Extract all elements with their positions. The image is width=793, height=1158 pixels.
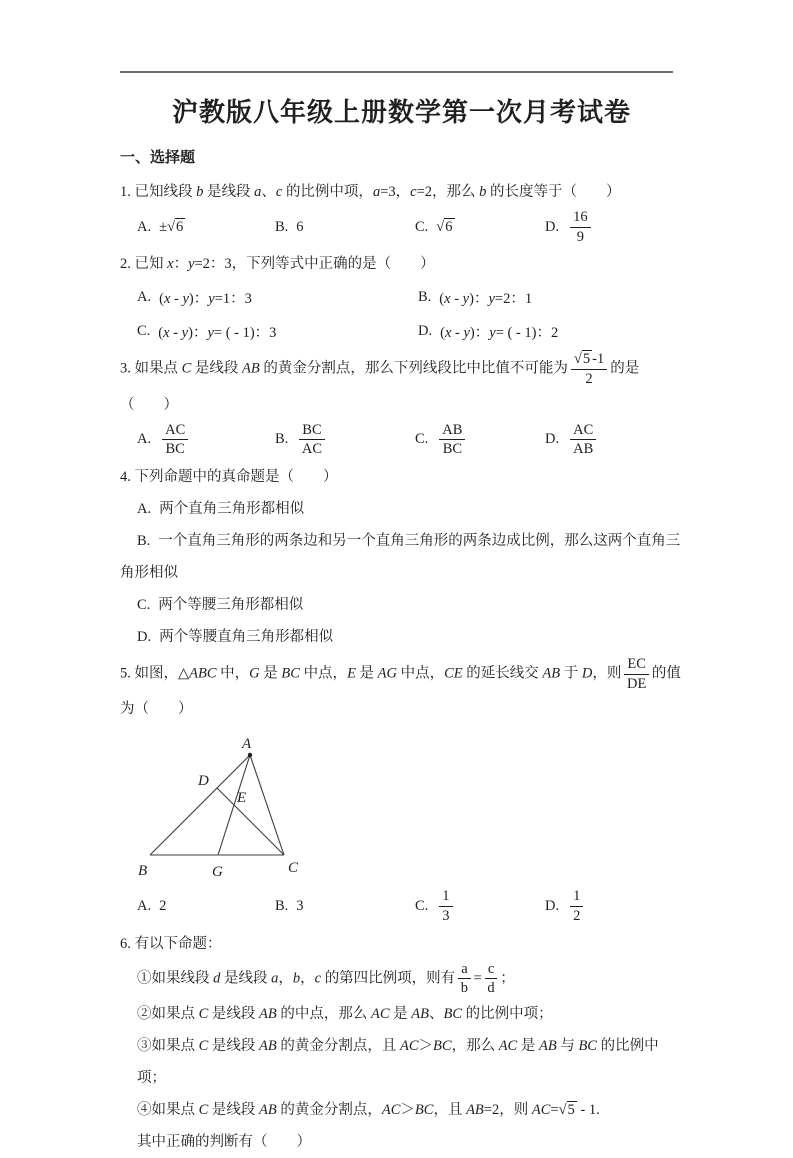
question-4 [120,461,683,653]
section-heading: 一、选择题 [120,149,196,166]
option-content: 2 [159,898,167,915]
option-label: B. [275,898,289,915]
question-6-item-2: ②如果点 C 是线段 AB 的中点，那么 AC 是 AB、BC 的比例中项； [137,1006,553,1023]
question-2-options-row-1 [137,280,683,314]
question-6-closing: 其中正确的判断有（ ） [137,1134,311,1151]
question-3-stem: 3. 如果点 C 是线段 AB 的黄金分割点，那么下列线段比中比值不可能为 $\frac{√5 -1}{2}$ 的是（ ） [120,351,640,413]
option-content: 两个直角三角形都相似 [159,501,305,518]
option-label: A. [137,898,152,915]
question-4-option-b [120,525,683,589]
option-label: C. [415,218,429,235]
question-6-stem: 6. 有以下命题： [120,935,222,952]
option-content: 6 [296,218,304,235]
question-5-option-a [137,898,275,915]
option-content: √6 [436,218,453,235]
question-3-option-c [415,421,545,459]
question-1-stem: 1. 已知线段 b 是线段 a、c 的比例中项，a=3，c=2，那么 b 的长度等于（ ） [120,184,621,200]
question-4-option-d [137,621,683,653]
option-content: $\frac{16}{9}$ [567,208,594,246]
question-5-option-d [545,887,683,925]
option-label: D. [137,629,152,646]
segment-dc [217,788,284,855]
question-5-stem: 5. 如图，△ABC 中，G 是 BC 中点，E 是 AG 中点，CE 的延长线交 AB 于 D，则 $\frac{EC}{DE}$ 的值为（ ） [120,656,681,718]
question-1-option-c [415,219,545,236]
option-content: (x - y)：y=1：3 [159,290,252,307]
option-label: A. [137,431,152,448]
option-label: C. [415,898,429,915]
question-1-option-d [545,208,683,246]
option-content: 两个等腰直角三角形都相似 [159,629,334,646]
question-3-options [137,421,683,459]
question-6-item-4: ④如果点 C 是线段 AB 的黄金分割点，AC＞BC，且 AB=2，则 AC=√5 - 1. [137,1102,600,1119]
question-5-option-b [275,898,415,915]
point-label-e: E [237,790,247,807]
option-content: 一个直角三角形的两条边和另一个直角三角形的两条边成比例，那么这两个直角三角形相似 [120,533,681,582]
question-6-item-3: ③如果点 C 是线段 AB 的黄金分割点，且 AC＞BC，那么 AC 是 AB 与 BC 的比例中项； [137,1038,659,1087]
option-label: D. [418,322,433,339]
option-label: A. [137,218,152,235]
option-label: B. [275,431,289,448]
question-2-option-a [137,287,418,308]
option-content: $\frac{AB}{BC}$ [436,421,468,459]
page-top-rule [120,71,673,73]
option-label: C. [415,431,429,448]
question-2 [120,248,683,348]
question-6-item-1: ①如果线段 d 是线段 a，b，c 的第四比例项，则有 $\frac{a}{b}$ = $\frac{c}{d}$ ； [137,960,515,997]
option-label: D. [545,898,560,915]
question-2-option-d [418,321,683,342]
question-1-option-a [137,219,275,236]
option-content: $\frac{1}{2}$ [567,887,586,925]
vertex-label-c: C [288,860,299,877]
question-3 [120,350,683,459]
question-5-options [137,887,683,925]
vertex-dot-a [248,753,252,757]
side-ab [150,755,250,855]
question-3-option-b [275,421,415,459]
page-title: 沪教版八年级上册数学第一次月考试卷 [171,98,631,127]
question-5-option-c [415,887,545,925]
point-label-g: G [212,864,223,881]
option-content: $\frac{BC}{AC}$ [296,421,327,459]
option-content: $\frac{1}{3}$ [436,887,455,925]
option-content: (x - y)：y= ( - 1)：2 [440,324,559,341]
option-label: D. [545,431,560,448]
question-6 [120,928,683,1158]
point-label-d: D [198,773,209,790]
question-3-option-d [545,421,683,459]
question-3-option-a [137,421,275,459]
option-content: $\frac{AC}{AB}$ [567,421,599,459]
option-label: A. [137,288,152,305]
question-2-options-row-2 [137,314,683,348]
question-1-option-b [275,219,415,236]
question-5-figure [130,729,683,887]
option-label: A. [137,501,152,518]
question-5 [120,655,683,926]
question-2-option-b [418,287,683,308]
question-4-stem: 4. 下列命题中的真命题是（ ） [120,469,338,486]
question-4-option-c [137,589,683,621]
option-label: B. [418,288,432,305]
question-2-option-c [137,321,418,342]
option-label: C. [137,322,151,339]
question-1-options [137,208,683,246]
option-label: B. [137,533,151,550]
option-content: 3 [296,898,304,915]
side-ac [250,755,284,855]
question-4-option-a [137,493,683,525]
vertex-label-a: A [242,736,252,753]
option-label: C. [137,597,151,614]
option-content: (x - y)：y=2：1 [439,290,533,307]
option-label: B. [275,218,289,235]
option-label: D. [545,218,560,235]
triangle-figure [130,729,390,887]
option-content: $\frac{AC}{BC}$ [159,421,191,459]
option-content: ±√6 [159,218,184,235]
question-2-stem: 2. 已知 x：y=2：3，下列等式中正确的是（ ） [120,256,435,273]
option-content: (x - y)：y= ( - 1)：3 [158,324,277,341]
vertex-label-b: B [138,863,148,880]
option-content: 两个等腰三角形都相似 [158,597,304,614]
question-1 [120,176,683,246]
